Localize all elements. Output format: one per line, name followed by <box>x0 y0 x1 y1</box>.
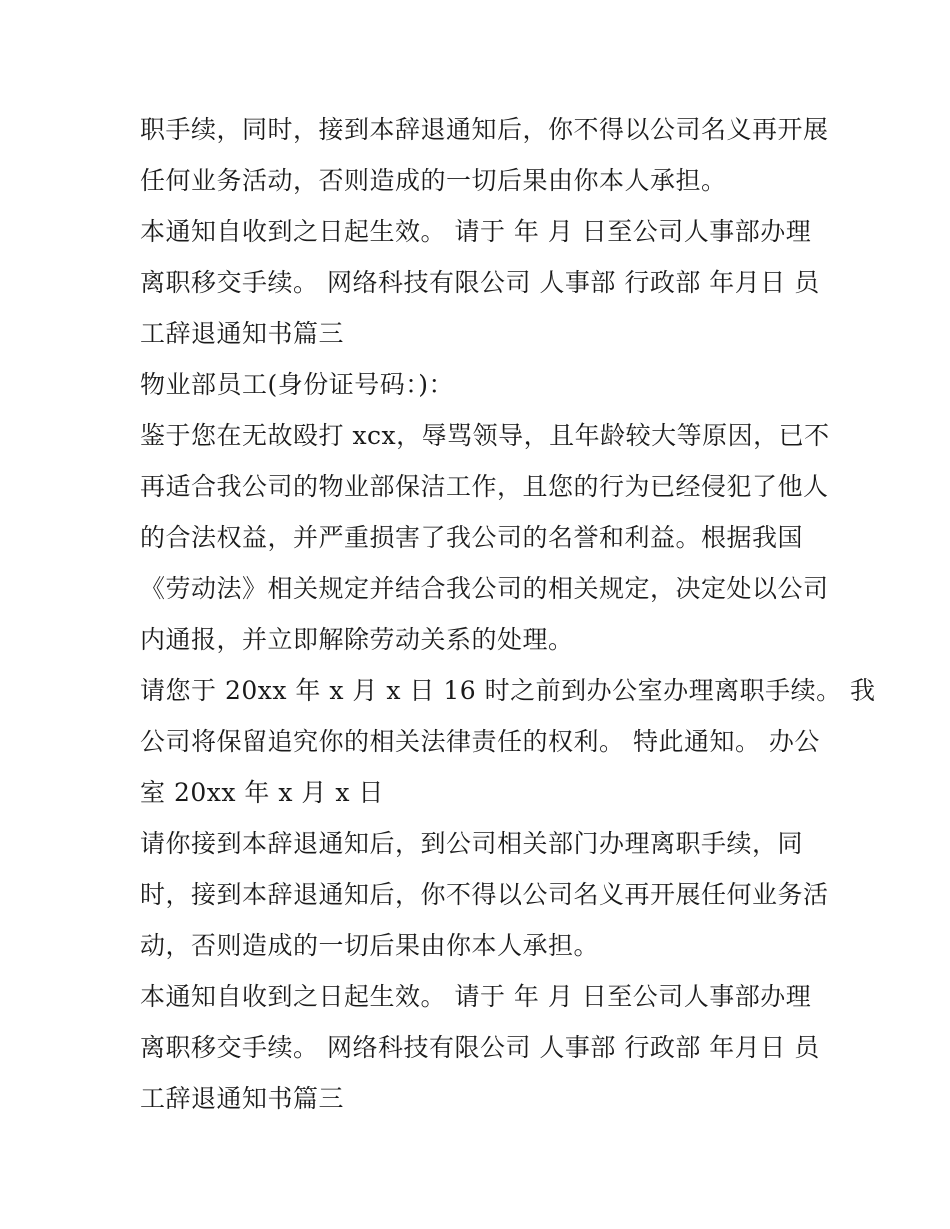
text-line: 公司将保留追究你的相关法律责任的权利。 特此通知。 办公 <box>140 727 820 756</box>
text-line: 任何业务活动，否则造成的一切后果由你本人承担。 <box>140 166 727 195</box>
text-line: 本通知自收到之日起生效。 请于 年 月 日至公司人事部办理 <box>140 217 812 246</box>
text-line: 的合法权益，并严重损害了我公司的名誉和利益。根据我国 <box>140 523 804 552</box>
section-heading: 工辞退通知书篇三 <box>140 319 345 348</box>
text-line: 请您于 20xx 年 x 月 x 日 16 时之前到办公室办理离职手续。 我 <box>140 676 876 705</box>
text-line: 动，否则造成的一切后果由你本人承担。 <box>140 931 600 960</box>
addressee-line: 物业部员工(身份证号码：)： <box>140 370 455 399</box>
section-heading: 工辞退通知书篇三 <box>140 1084 345 1113</box>
text-line: 离职移交手续。 网络科技有限公司 人事部 行政部 年月日 员 <box>140 268 820 297</box>
text-line: 职手续，同时，接到本辞退通知后，你不得以公司名义再开展 <box>140 115 829 144</box>
text-line: 鉴于您在无故殴打 xcx，辱骂领导，且年龄较大等原因，已不 <box>140 421 830 450</box>
text-line: 《劳动法》相关规定并结合我公司的相关规定，决定处以公司 <box>140 574 829 603</box>
document-body <box>140 104 876 1124</box>
text-line: 内通报，并立即解除劳动关系的处理。 <box>140 625 574 654</box>
text-line: 离职移交手续。 网络科技有限公司 人事部 行政部 年月日 员 <box>140 1033 820 1062</box>
text-line: 时，接到本辞退通知后，你不得以公司名义再开展任何业务活 <box>140 880 829 909</box>
text-line: 请你接到本辞退通知后，到公司相关部门办理离职手续，同 <box>140 829 804 858</box>
text-line: 本通知自收到之日起生效。 请于 年 月 日至公司人事部办理 <box>140 982 812 1011</box>
date-line: 室 20xx 年 x 月 x 日 <box>140 778 384 807</box>
text-line: 再适合我公司的物业部保洁工作，且您的行为已经侵犯了他人 <box>140 472 829 501</box>
